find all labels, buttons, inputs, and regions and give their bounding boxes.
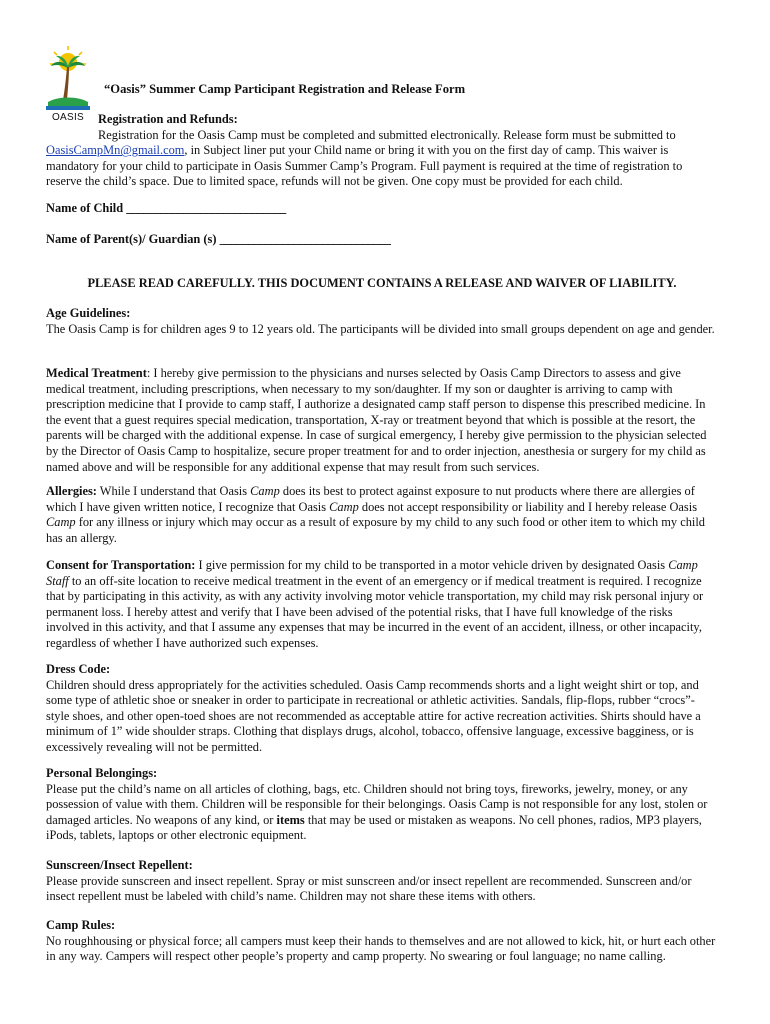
warning-text: PLEASE READ CAREFULLY. THIS DOCUMENT CONTAINS A RELEASE AND WAIVER OF LIABILITY. [87,276,677,290]
child-name-blank[interactable]: ____________________________ [126,201,286,215]
allergies-text-3: does not accept responsibility or liability and I hereby release Oasis [358,499,698,514]
allergies-camp-3: Camp [46,515,76,530]
dress-section [46,662,718,756]
dress-text: Children should dress appropriately for the activities scheduled. Oasis Camp recommends shorts and a light weight shirt or top, and some type of athletic shoe or sneaker in order to participate in recreational or athletic activities. Sandals, flip-flops, rubber “crocs”-style shoes, and other open-toed shoes are not recommended as acceptable attire for active recreation activities. Shirts should have a minimum of 1” wide shoulder straps. Clothing that displays drugs, alcohol, tobacco, offensive language, excessive bagginess, or is excessively revealing will not be permitted. [46,677,701,754]
belongings-text-2: that may be used or mistaken as weapons. No cell phones, radios, MP3 players, iPods, tablets, laptops or other electronic equipment. [46,812,702,843]
sunscreen-text: Please provide sunscreen and insect repellent. Spray or mist sunscreen and/or insect repellent are recommended. Sunscreen and/or insect repellent must be labeled with child’s name. Children may not share these items with others. [46,873,692,904]
registration-line1: Registration for the Oasis Camp must be completed and submitted electronically. Release form must be submitted to [98,127,676,142]
allergies-text-4: for any illness or injury which may occur as a result of exposure by my child to any such food or other item to which my child has an allergy. [46,515,705,545]
allergies-text-1: While I understand that Oasis [96,484,251,498]
transport-heading: Consent for Transportation: [46,558,196,572]
belongings-text-1: Please put the child’s name on all articles of clothing, bags, etc. Children should not bring toys, fireworks, jewelry, money, or any possession of value with them. Children will be responsible for their belongings. Oasis Camp is not responsible for any lost, stolen or damaged articles. No weapons of any kind, or [46,781,708,827]
sunscreen-heading: Sunscreen/Insect Repellent: [46,858,193,872]
transport-text-1: I give permission for my child to be transported in a motor vehicle driven by designated Oasis [195,558,669,572]
rules-text: No roughhousing or physical force; all campers must keep their hands to themselves and are not allowed to kick, hit, or hurt each other in any way. Campers will respect other people’s property and camp property. No swearing or foul language; no name calling. [46,933,716,964]
medical-text: : I hereby give permission to the physicians and nurses selected by Oasis Camp Directors to assess and give medical treatment, including prescriptions, when necessary to my son/daughter. If my son or daughter is arriving to camp with prescription medicine that I provide to camp staff, I authorize a designated camp staff person to dispense this prescribed medicine. In the event that a guest requires special medication, transportation, X-ray or treatment beyond that which is possible at the resort, the parents will be charged with the additional expense. In case of surgical emergency, I hereby give permission to the physician selected by the Director of Oasis Camp to hospitalize, secure proper treatment for and to order injection, anesthesia or surgery for my child as named above and will be responsible for any additional expense that may result from such services. [46,366,707,474]
belongings-items: items [276,812,305,827]
dress-heading: Dress Code: [46,662,111,676]
allergies-section [46,484,718,546]
rules-heading: Camp Rules: [46,918,116,932]
belongings-section [46,766,718,844]
registration-heading: Registration and Refunds: [98,112,238,126]
child-name-label: Name of Child [46,201,124,215]
parent-name-blank[interactable]: ______________________________ [219,232,391,246]
allergies-camp-1: Camp [250,484,280,498]
sunscreen-section [46,858,718,905]
age-section [46,306,718,337]
parent-name-label: Name of Parent(s)/ Guardian (s) [46,232,217,246]
allergies-heading: Allergies: [46,484,97,498]
allergies-text-2: does its best to protect against exposure to nut products where there are allergies of which I have given written notice, I recognize that Oasis [46,484,695,514]
allergies-camp-2: Camp [329,499,359,514]
registration-line2: , in Subject liner put your Child name or bring it with you on the first day of camp. This waiver is mandatory for your child to participate in Oasis Summer Camp’s Program. Full payment is required at the time of registration to reserve the child’s space. Due to limited space, refunds will not be given. One copy must be provided for each child. [46,143,683,189]
medical-heading: Medical Treatment [46,366,147,380]
child-name-field[interactable] [46,201,718,217]
transport-text-2: to an off-site location to receive medical treatment in the event of an emergency or if medical treatment is required. I recognize that by participating in this activity, as with any activity involving motor vehicle transportation, my child may risk personal injury or permanent loss. I hereby attest and verify that I have been advised of the potential risks, that I have full knowledge of the risks involved in this activity, and that I assume any expenses that may be incurred in the event of an accident, illness, or other incapacity, regardless of whether I have authorized such expenses. [46,573,704,650]
registration-section [46,112,718,190]
belongings-heading: Personal Belongings: [46,766,158,780]
email-link[interactable]: OasisCampMn@gmail.com [46,143,185,158]
logo-wordmark: OASIS [51,112,85,123]
waiver-warning [46,276,718,292]
form-title: “Oasis” Summer Camp Participant Registration and Release Form [104,82,466,96]
transport-camp-staff: Camp Staff [46,558,698,588]
medical-section [46,366,718,475]
age-heading: Age Guidelines: [46,306,131,320]
palm-tree-sun-icon [44,44,92,110]
rules-section [46,918,718,965]
transport-section [46,558,718,652]
parent-name-field[interactable] [46,232,718,248]
age-text: The Oasis Camp is for children ages 9 to 12 years old. The participants will be divided into small groups dependent on age and gender. [46,321,715,336]
